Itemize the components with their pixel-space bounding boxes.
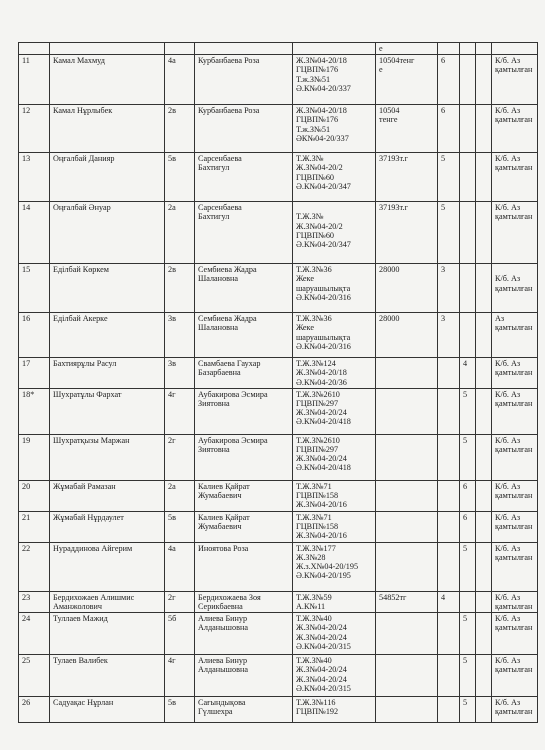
status: К/б. Аз қамтылған [492, 697, 538, 723]
student-table-body [19, 43, 538, 723]
class: 2а [165, 202, 195, 264]
row-number: 14 [19, 202, 50, 264]
student-name: Оңғалбай Әнуар [50, 202, 165, 264]
student-table [18, 42, 538, 723]
parent-name: Сарсенбаева Бахтигул [195, 153, 293, 202]
parent-name: Калиев Қайрат Жумабаевич [195, 511, 293, 542]
mark [476, 655, 492, 697]
family-size-alt: 5 [460, 613, 476, 655]
mark [476, 613, 492, 655]
cell [165, 43, 195, 55]
document-refs: Т.Ж.З№40 Ж.З№04-20/24 Ж.З№04-20/24 Ә.К№04-20/315 [293, 655, 376, 697]
table-row [19, 388, 538, 434]
mark [476, 480, 492, 511]
family-size-alt: 5 [460, 434, 476, 480]
family-size-alt [460, 105, 476, 153]
row-number: 19 [19, 434, 50, 480]
document-refs: Т.Ж.З№40 Ж.З№04-20/24 Ж.З№04-20/24 Ә.К№04-20/315 [293, 613, 376, 655]
parent-name: Курбанбаева Роза [195, 55, 293, 105]
document-refs: Т.Ж.З№71 ГЦВП№158 Ж.З№04-20/16 [293, 511, 376, 542]
family-size [438, 697, 460, 723]
student-name: Еділбай Акерке [50, 313, 165, 358]
family-size: 6 [438, 55, 460, 105]
parent-name: Сарсенбаева Бахтигул [195, 202, 293, 264]
status: К/б. Аз қамтылған [492, 655, 538, 697]
family-size [438, 434, 460, 480]
parent-name: Свамбаева Гаухар Базарбаевна [195, 358, 293, 389]
status: К/б. Аз қамтылған [492, 480, 538, 511]
family-size: 3 [438, 264, 460, 313]
table-row [19, 264, 538, 313]
document-refs: Т.Ж.З№2610 ГЦВП№297 Ж.З№04-20/24 Ә.К№04-20/418 [293, 434, 376, 480]
family-size [438, 613, 460, 655]
student-name: Бахтиярұлы Расул [50, 358, 165, 389]
student-name: Еділбай Көркем [50, 264, 165, 313]
row-number: 12 [19, 105, 50, 153]
status: Аз қамтылған [492, 313, 538, 358]
family-size-alt [460, 55, 476, 105]
class: 5в [165, 697, 195, 723]
income: 10504тенг е [376, 55, 438, 105]
mark [476, 511, 492, 542]
status: К/б. Аз қамтылған [492, 542, 538, 591]
table-row [19, 105, 538, 153]
table-row [19, 480, 538, 511]
mark [476, 697, 492, 723]
table-row [19, 434, 538, 480]
class: 2в [165, 105, 195, 153]
row-number: 13 [19, 153, 50, 202]
cell [460, 43, 476, 55]
document-refs: Ж.З№04-20/18 ГЦВП№176 Т.ж.З№51 ӘК№04-20/337 [293, 105, 376, 153]
parent-name: Сембиева Жадра Шалановна [195, 264, 293, 313]
table-row [19, 697, 538, 723]
mark [476, 358, 492, 389]
family-size-alt: 6 [460, 480, 476, 511]
document-refs: Т.Ж.З№36 Жеке шаруашылықта Ә.К№04-20/316 [293, 264, 376, 313]
status: К/б. Аз қамтылған [492, 202, 538, 264]
parent-name: Бердихожаева Зоя Серикбаевна [195, 591, 293, 612]
row-number: 15 [19, 264, 50, 313]
cell [438, 43, 460, 55]
status: К/б. Аз қамтылған [492, 264, 538, 313]
row-number: 22 [19, 542, 50, 591]
document-refs: Т.Ж.З№36 Жеке шаруашылықта Ә.К№04-20/316 [293, 313, 376, 358]
family-size [438, 358, 460, 389]
income: 10504 тенге [376, 105, 438, 153]
income [376, 480, 438, 511]
table-row [19, 55, 538, 105]
family-size [438, 542, 460, 591]
family-size-alt: 5 [460, 542, 476, 591]
family-size-alt: 5 [460, 388, 476, 434]
table-row [19, 591, 538, 612]
class: 4г [165, 388, 195, 434]
income [376, 511, 438, 542]
status: К/б. Аз қамтылған [492, 55, 538, 105]
document-refs: Т.Ж.З№177 Ж.З№28 Ж.з.Х№04-20/195 Ә.К№04-20/195 [293, 542, 376, 591]
mark [476, 153, 492, 202]
row-number: 17 [19, 358, 50, 389]
family-size: 5 [438, 153, 460, 202]
row-number: 20 [19, 480, 50, 511]
mark [476, 202, 492, 264]
class: 4г [165, 655, 195, 697]
class: 3в [165, 358, 195, 389]
status: К/б. Аз қамтылған [492, 105, 538, 153]
class: 5в [165, 153, 195, 202]
cell [19, 43, 50, 55]
family-size: 3 [438, 313, 460, 358]
document-refs: Т.Ж.З№124 Ж.З№04-20/18 Ә.К№04-20/36 [293, 358, 376, 389]
table-row [19, 202, 538, 264]
status: К/б. Аз қамтылған [492, 511, 538, 542]
income [376, 697, 438, 723]
family-size: 5 [438, 202, 460, 264]
row-number: 24 [19, 613, 50, 655]
mark [476, 434, 492, 480]
mark [476, 591, 492, 612]
family-size-alt [460, 591, 476, 612]
mark [476, 105, 492, 153]
parent-name: Аубакирова Эсмира Зиятовна [195, 388, 293, 434]
table-row [19, 655, 538, 697]
class: 2г [165, 434, 195, 480]
table-row-continuation [19, 43, 538, 55]
student-name: Камал Нұрлыбек [50, 105, 165, 153]
class: 4а [165, 55, 195, 105]
row-number: 18* [19, 388, 50, 434]
student-name: Камал Махмуд [50, 55, 165, 105]
student-name: Туллаев Мажид [50, 613, 165, 655]
status: К/б. Аз қамтылған [492, 358, 538, 389]
row-number: 25 [19, 655, 50, 697]
document-refs: Т.Ж.З№ Ж.З№04-20/2 ГЦВП№60 Ә.К№04-20/347 [293, 202, 376, 264]
income: 28000 [376, 264, 438, 313]
status: К/б. Аз қамтылған [492, 613, 538, 655]
family-size-alt [460, 202, 476, 264]
row-number: 26 [19, 697, 50, 723]
parent-name: Сембиева Жадра Шалановна [195, 313, 293, 358]
income-fragment: е [376, 43, 438, 55]
income [376, 388, 438, 434]
income [376, 542, 438, 591]
student-name: Жұмабай Нұрдаулет [50, 511, 165, 542]
mark [476, 542, 492, 591]
student-name: Нураддинова Айгерим [50, 542, 165, 591]
document-refs: Т.Ж.З№116 ГЦВП№192 [293, 697, 376, 723]
family-size [438, 388, 460, 434]
family-size [438, 511, 460, 542]
cell [195, 43, 293, 55]
class: 4а [165, 542, 195, 591]
class: 3в [165, 313, 195, 358]
income [376, 358, 438, 389]
document-refs: Т.Ж.З№59 А.К№11 [293, 591, 376, 612]
income [376, 613, 438, 655]
document-refs: Ж.З№04-20/18 ГЦВП№176 Т.ж.З№51 Ә.К№04-20/337 [293, 55, 376, 105]
student-name: Садуақас Нұрлан [50, 697, 165, 723]
student-name: Шухратқызы Маржан [50, 434, 165, 480]
family-size: 6 [438, 105, 460, 153]
parent-name: Аубакирова Эсмира Зиятовна [195, 434, 293, 480]
parent-name: Иноятова Роза [195, 542, 293, 591]
row-number: 16 [19, 313, 50, 358]
family-size-alt: 6 [460, 511, 476, 542]
student-name: Жұмабай Рамазан [50, 480, 165, 511]
parent-name: Алиева Бинур Алданышовна [195, 613, 293, 655]
table-row [19, 358, 538, 389]
family-size-alt: 5 [460, 697, 476, 723]
parent-name: Курбанбаева Роза [195, 105, 293, 153]
cell [492, 43, 538, 55]
income: 54852тг [376, 591, 438, 612]
cell [293, 43, 376, 55]
family-size-alt [460, 264, 476, 313]
row-number: 21 [19, 511, 50, 542]
income [376, 655, 438, 697]
family-size-alt: 5 [460, 655, 476, 697]
income: 37193т.г [376, 153, 438, 202]
cell [476, 43, 492, 55]
income [376, 434, 438, 480]
status: К/б. Аз қамтылған [492, 388, 538, 434]
student-name: Оңғалбай Данияр [50, 153, 165, 202]
mark [476, 55, 492, 105]
mark [476, 313, 492, 358]
student-name: Тулаев Валибек [50, 655, 165, 697]
status: К/б. Аз қамтылған [492, 434, 538, 480]
document-refs: Т.Ж.З№2610 ГЦВП№297 Ж.З№04-20/24 Ә.К№04-20/418 [293, 388, 376, 434]
income: 28000 [376, 313, 438, 358]
mark [476, 388, 492, 434]
parent-name: Алиева Бинур Алданышовна [195, 655, 293, 697]
cell [50, 43, 165, 55]
class: 2а [165, 480, 195, 511]
family-size [438, 655, 460, 697]
table-row [19, 313, 538, 358]
student-name: Шухратұлы Фархат [50, 388, 165, 434]
family-size [438, 480, 460, 511]
class: 5б [165, 613, 195, 655]
parent-name: Сағындықова Гүлшехра [195, 697, 293, 723]
table-row [19, 153, 538, 202]
row-number: 23 [19, 591, 50, 612]
family-size: 4 [438, 591, 460, 612]
table-row [19, 613, 538, 655]
class: 5в [165, 511, 195, 542]
class: 2в [165, 264, 195, 313]
family-size-alt: 4 [460, 358, 476, 389]
table-row [19, 542, 538, 591]
family-size-alt [460, 313, 476, 358]
status: К/б. Аз қамтылған [492, 591, 538, 612]
row-number: 11 [19, 55, 50, 105]
parent-name: Калиев Қайрат Жумабаевич [195, 480, 293, 511]
income: 37193т.г [376, 202, 438, 264]
mark [476, 264, 492, 313]
family-size-alt [460, 153, 476, 202]
class: 2г [165, 591, 195, 612]
student-name: Бердихожаев Алишмис Аманжолович [50, 591, 165, 612]
status: К/б. Аз қамтылған [492, 153, 538, 202]
table-row [19, 511, 538, 542]
document-refs: Т.Ж.З№71 ГЦВП№158 Ж.З№04-20/16 [293, 480, 376, 511]
document-refs: Т.Ж.З№ Ж.З№04-20/2 ГЦВП№60 Ә.К№04-20/347 [293, 153, 376, 202]
